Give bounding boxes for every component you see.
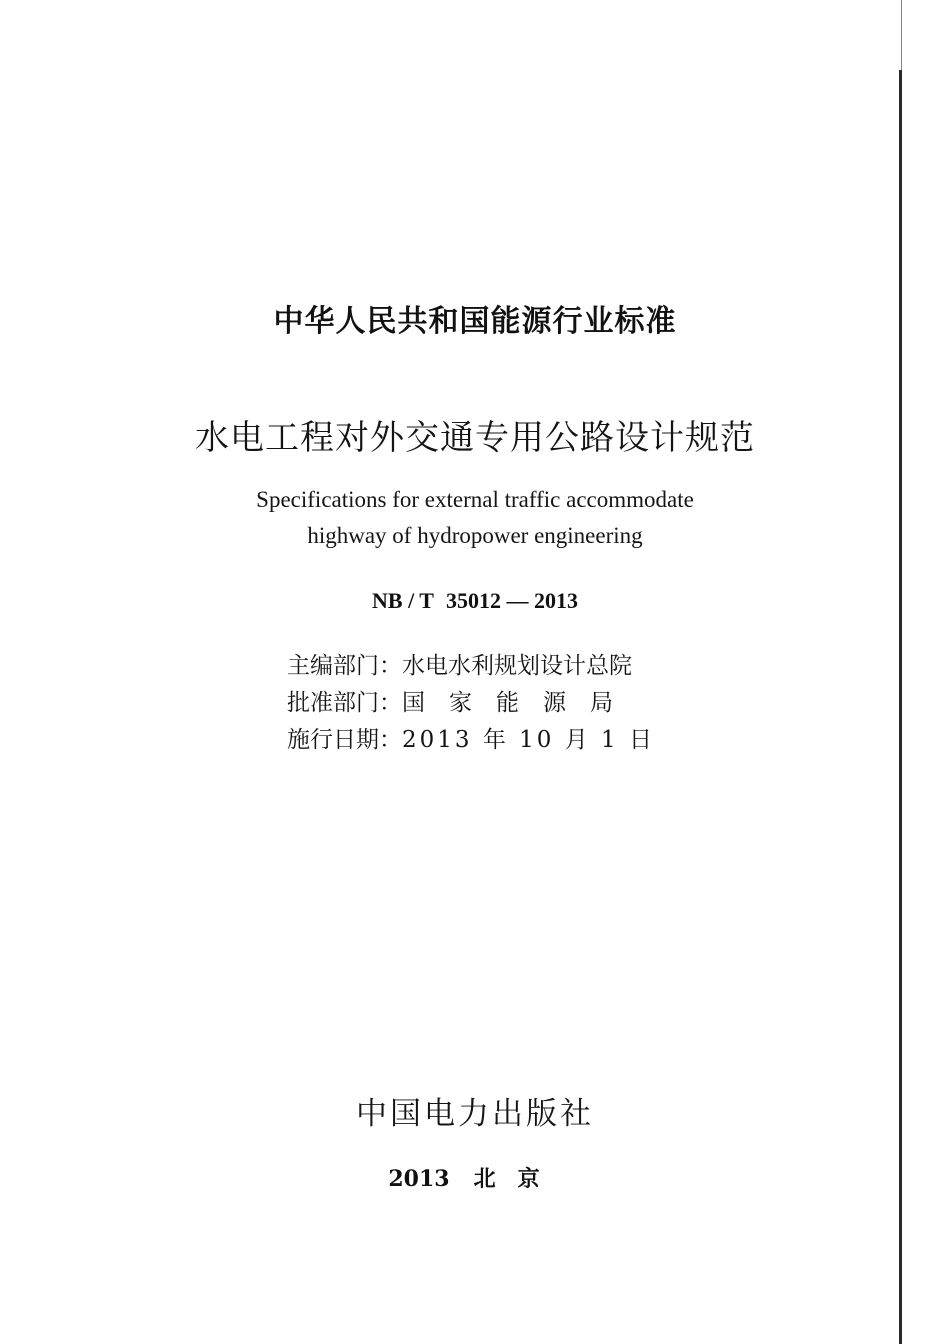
document-title-english-line-1: Specifications for external traffic accommodate <box>256 487 694 512</box>
publisher-name: 中国电力出版社 <box>356 1096 594 1132</box>
page-edge-shadow <box>901 0 902 70</box>
document-info-block <box>287 648 707 759</box>
standard-code <box>0 588 950 614</box>
page-edge-shadow <box>899 70 902 1344</box>
editor-value: 水电水利规划设计总院 <box>402 653 632 679</box>
publication-year-place <box>0 1162 950 1193</box>
document-title-chinese: 水电工程对外交通专用公路设计规范 <box>195 418 755 458</box>
document-title-english-line-2: highway of hydropower engineering <box>307 523 643 548</box>
standard-code-prefix: NB / T <box>372 588 434 613</box>
effective-date-label: 施行日期： <box>287 727 402 753</box>
effective-date-row <box>287 722 707 759</box>
approver-label: 批准部门： <box>287 690 402 716</box>
approver-value: 国家能源局 <box>402 690 637 716</box>
effective-date-value: 2013 年 10 月 1 日 <box>402 727 655 753</box>
editor-row <box>287 648 707 685</box>
standard-code-number: 35012 — 2013 <box>445 588 578 613</box>
publication-year: 2013 <box>388 1166 450 1192</box>
editor-label: 主编部门： <box>287 653 402 679</box>
standard-class-heading: 中华人民共和国能源行业标准 <box>273 304 677 339</box>
publication-city: 北京 <box>473 1166 562 1192</box>
approver-row <box>287 685 707 722</box>
